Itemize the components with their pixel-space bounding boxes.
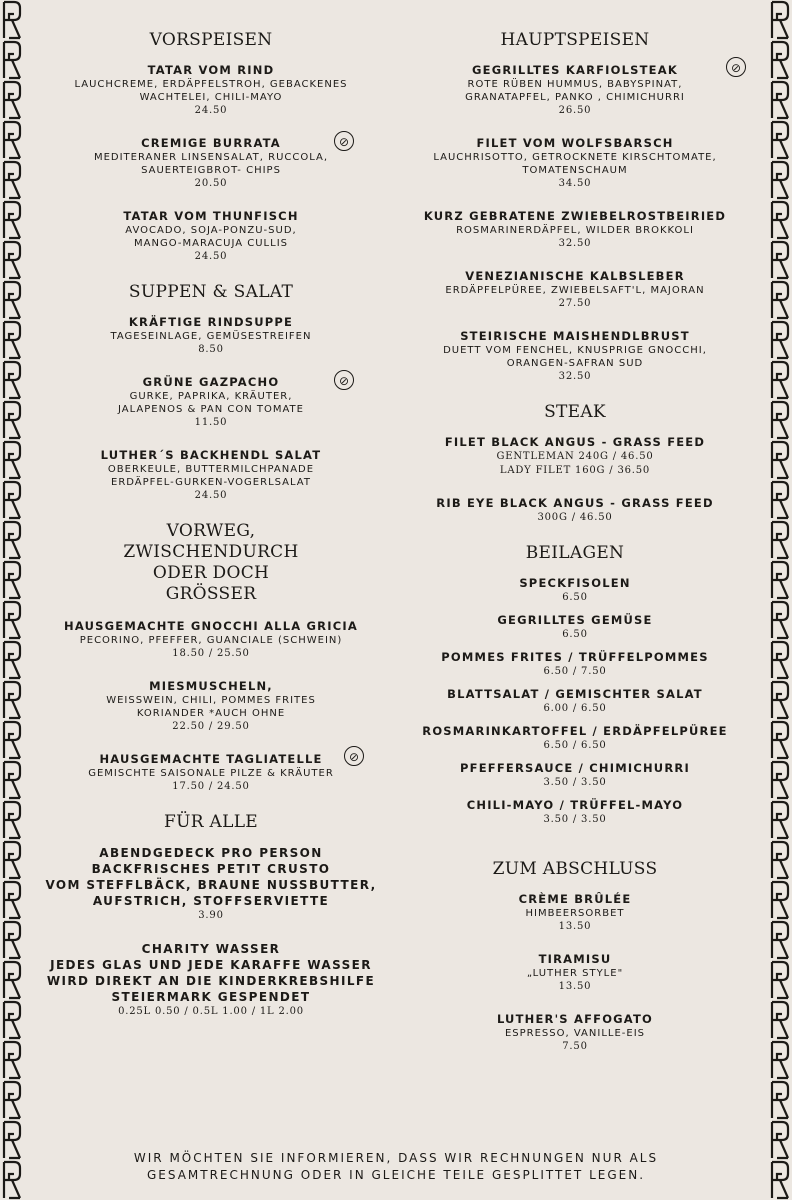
item-price: 7.50 xyxy=(562,1041,588,1052)
left-column xyxy=(28,30,394,1037)
menu-item xyxy=(28,209,394,264)
menu-item xyxy=(398,650,752,679)
item-name: TATAR VOM RIND xyxy=(147,63,275,77)
menu-item xyxy=(398,1012,752,1054)
item-name: GEGRILLTES GEMÜSE xyxy=(497,613,653,627)
item-name: HAUSGEMACHTE TAGLIATELLE xyxy=(99,752,323,766)
item-description: TAGESEINLAGE, GEMÜSESTREIFEN xyxy=(110,331,312,342)
section-hauptspeisen xyxy=(398,30,752,384)
item-price: 24.50 xyxy=(194,105,228,116)
item-price: 6.50 xyxy=(562,592,588,603)
section-title: STEAK xyxy=(544,402,606,422)
section-fuer-alle xyxy=(28,812,394,1019)
item-price: 18.50 / 25.50 xyxy=(172,648,250,659)
item-name: FILET BLACK ANGUS - GRASS FEED xyxy=(444,435,706,449)
menu-item xyxy=(398,269,752,311)
section-title: SUPPEN & SALAT xyxy=(128,282,294,302)
item-description: OBERKEULE, BUTTERMILCHPANADE ERDÄPFEL-GURKEN-VOGERLSALAT xyxy=(107,464,315,488)
menu-item xyxy=(28,752,394,794)
item-variant: LADY FILET 160G / 36.50 xyxy=(499,465,651,476)
leaf-icon: ⊘ xyxy=(344,746,364,766)
item-name: CRÈME BRÛLÉE xyxy=(518,892,632,906)
item-name: POMMES FRITES / TRÜFFELPOMMES xyxy=(441,650,709,664)
section-title: BEILAGEN xyxy=(525,543,625,563)
menu-item xyxy=(398,761,752,790)
item-price: 6.50 xyxy=(562,629,588,640)
item-price: 3.50 / 3.50 xyxy=(543,814,607,825)
menu-item xyxy=(398,724,752,753)
item-name: PFEFFERSAUCE / CHIMICHURRI xyxy=(460,761,690,775)
item-description: ROTE RÜBEN HUMMUS, BABYSPINAT, GRANATAPFEL, PANKO , CHIMICHURRI xyxy=(465,79,685,103)
item-description: „LUTHER STYLE" xyxy=(526,968,624,979)
item-name: MIESMUSCHELN, xyxy=(149,679,273,693)
item-name: KRÄFTIGE RINDSUPPE xyxy=(128,315,294,329)
menu-item xyxy=(398,63,752,118)
menu-item xyxy=(398,892,752,934)
right-column xyxy=(398,30,752,1072)
item-price: 22.50 / 29.50 xyxy=(172,721,250,732)
menu-item xyxy=(398,329,752,384)
item-price: 8.50 xyxy=(198,344,224,355)
item-description: PECORINO, PFEFFER, GUANCIALE (SCHWEIN) xyxy=(79,635,343,646)
item-price: 3.90 xyxy=(198,910,224,921)
item-variant: GENTLEMAN 240G / 46.50 xyxy=(496,451,654,462)
item-name: CREMIGE BURRATA xyxy=(141,136,281,150)
item-price: 11.50 xyxy=(194,417,228,428)
menu-item xyxy=(28,619,394,661)
item-description: ESPRESSO, VANILLE-EIS xyxy=(504,1028,646,1039)
menu-item xyxy=(398,952,752,994)
menu-item xyxy=(28,375,394,430)
leaf-icon: ⊘ xyxy=(334,370,354,390)
menu-item xyxy=(28,63,394,118)
item-name: STEIRISCHE MAISHENDLBRUST xyxy=(460,329,690,343)
item-name: RIB EYE BLACK ANGUS - GRASS FEED xyxy=(436,496,714,510)
item-name: VENEZIANISCHE KALBSLEBER xyxy=(465,269,685,283)
item-description: GEMISCHTE SAISONALE PILZE & KRÄUTER xyxy=(88,768,334,779)
item-price: 13.50 xyxy=(558,981,592,992)
section-steak xyxy=(398,402,752,525)
item-price: 24.50 xyxy=(194,251,228,262)
left-ornamental-border xyxy=(0,0,24,1200)
section-title: VORSPEISEN xyxy=(149,30,273,50)
item-price: 6.50 / 7.50 xyxy=(543,666,607,677)
menu-item xyxy=(398,496,752,525)
section-vorweg xyxy=(28,521,394,794)
item-description: AVOCADO, SOJA-PONZU-SUD, MANGO-MARACUJA CULLIS xyxy=(125,225,297,249)
menu-item xyxy=(28,315,394,357)
section-zum-abschluss xyxy=(398,859,752,1054)
menu-item xyxy=(398,798,752,827)
item-price: 6.50 / 6.50 xyxy=(543,740,607,751)
section-title: VORWEG, ZWISCHENDURCH ODER DOCH GRÖSSER xyxy=(123,521,299,604)
item-name: CHILI-MAYO / TRÜFFEL-MAYO xyxy=(466,798,684,812)
item-price: 24.50 xyxy=(194,490,228,501)
menu-item xyxy=(398,687,752,716)
section-title: ZUM ABSCHLUSS xyxy=(492,859,658,879)
item-price: 17.50 / 24.50 xyxy=(172,781,250,792)
menu-item xyxy=(398,136,752,191)
item-price: 0.25L 0.50 / 0.5L 1.00 / 1L 2.00 xyxy=(118,1006,304,1017)
item-name: ROSMARINKARTOFFEL / ERDÄPFELPÜREE xyxy=(422,724,728,738)
border-pattern-left xyxy=(0,0,24,1200)
section-beilagen xyxy=(398,543,752,827)
item-price: 20.50 xyxy=(194,178,228,189)
item-name: GRÜNE GAZPACHO xyxy=(142,375,280,389)
section-title: FÜR ALLE xyxy=(164,812,258,832)
item-name: LUTHER´S BACKHENDL SALAT xyxy=(100,448,322,462)
border-pattern-right xyxy=(768,0,792,1200)
menu-item xyxy=(28,845,394,923)
menu-item xyxy=(398,613,752,642)
item-price: 34.50 xyxy=(558,178,592,189)
item-description: MEDITERANER LINSENSALAT, RUCCOLA, SAUERTEIGBROT- CHIPS xyxy=(93,152,329,176)
item-description: WEISSWEIN, CHILI, POMMES FRITES KORIANDER *AUCH OHNE xyxy=(106,695,316,719)
item-price: 6.00 / 6.50 xyxy=(543,703,607,714)
menu-item xyxy=(28,679,394,734)
menu-item xyxy=(28,448,394,503)
section-vorspeisen xyxy=(28,30,394,264)
item-description: ERDÄPFELPÜREE, ZWIEBELSAFT'L, MAJORAN xyxy=(445,285,705,296)
menu-item xyxy=(398,576,752,605)
item-name: ABENDGEDECK PRO PERSON BACKFRISCHES PETIT CRUSTO VOM STEFFLBÄCK, BRAUNE NUSSBUTTER, AUFSTRICH, STOFFSERVIETTE xyxy=(45,846,377,908)
item-price: 32.50 xyxy=(558,371,592,382)
item-name: TIRAMISU xyxy=(538,952,612,966)
section-title: HAUPTSPEISEN xyxy=(500,30,650,50)
menu-item xyxy=(398,435,752,478)
item-name: KURZ GEBRATENE ZWIEBELROSTBEIRIED xyxy=(423,209,727,223)
item-variant: 300G / 46.50 xyxy=(537,512,613,523)
item-name: TATAR VOM THUNFISCH xyxy=(123,209,299,223)
item-name: SPECKFISOLEN xyxy=(519,576,631,590)
menu-item xyxy=(398,209,752,251)
item-name: FILET VOM WOLFSBARSCH xyxy=(476,136,674,150)
item-name: HAUSGEMACHTE GNOCCHI ALLA GRICIA xyxy=(64,619,358,633)
item-name: GEGRILLTES KARFIOLSTEAK xyxy=(472,63,678,77)
menu-item xyxy=(28,136,394,191)
item-description: GURKE, PAPRIKA, KRÄUTER, JALAPENOS & PAN CON TOMATE xyxy=(118,391,304,415)
item-description: ROSMARINERDÄPFEL, WILDER BROKKOLI xyxy=(456,225,694,236)
leaf-icon: ⊘ xyxy=(334,131,354,151)
footer-note: WIR MÖCHTEN SIE INFORMIEREN, DASS WIR RECHNUNGEN NUR ALS GESAMTRECHNUNG ODER IN GLEICHE TEILE GESPLITTET LEGEN. xyxy=(133,1151,659,1182)
item-description: LAUCHRISOTTO, GETROCKNETE KIRSCHTOMATE, TOMATENSCHAUM xyxy=(433,152,717,176)
item-description: HIMBEERSORBET xyxy=(525,908,625,919)
item-price: 27.50 xyxy=(558,298,592,309)
item-description: LAUCHCREME, ERDÄPFELSTROH, GEBACKENES WACHTELEI, CHILI-MAYO xyxy=(74,79,348,103)
item-price: 13.50 xyxy=(558,921,592,932)
item-name: CHARITY WASSER JEDES GLAS UND JEDE KARAFFE WASSER WIRD DIREKT AN DIE KINDERKREBSHILFE STEIERMARK GESPENDET xyxy=(46,942,376,1004)
item-price: 26.50 xyxy=(558,105,592,116)
item-price: 32.50 xyxy=(558,238,592,249)
item-description: DUETT VOM FENCHEL, KNUSPRIGE GNOCCHI, ORANGEN-SAFRAN SUD xyxy=(443,345,707,369)
leaf-icon: ⊘ xyxy=(726,57,746,77)
section-suppen-salat xyxy=(28,282,394,503)
right-ornamental-border xyxy=(768,0,792,1200)
item-price: 3.50 / 3.50 xyxy=(543,777,607,788)
item-name: BLATTSALAT / GEMISCHTER SALAT xyxy=(447,687,703,701)
menu-item xyxy=(28,941,394,1019)
item-name: LUTHER'S AFFOGATO xyxy=(496,1012,654,1026)
